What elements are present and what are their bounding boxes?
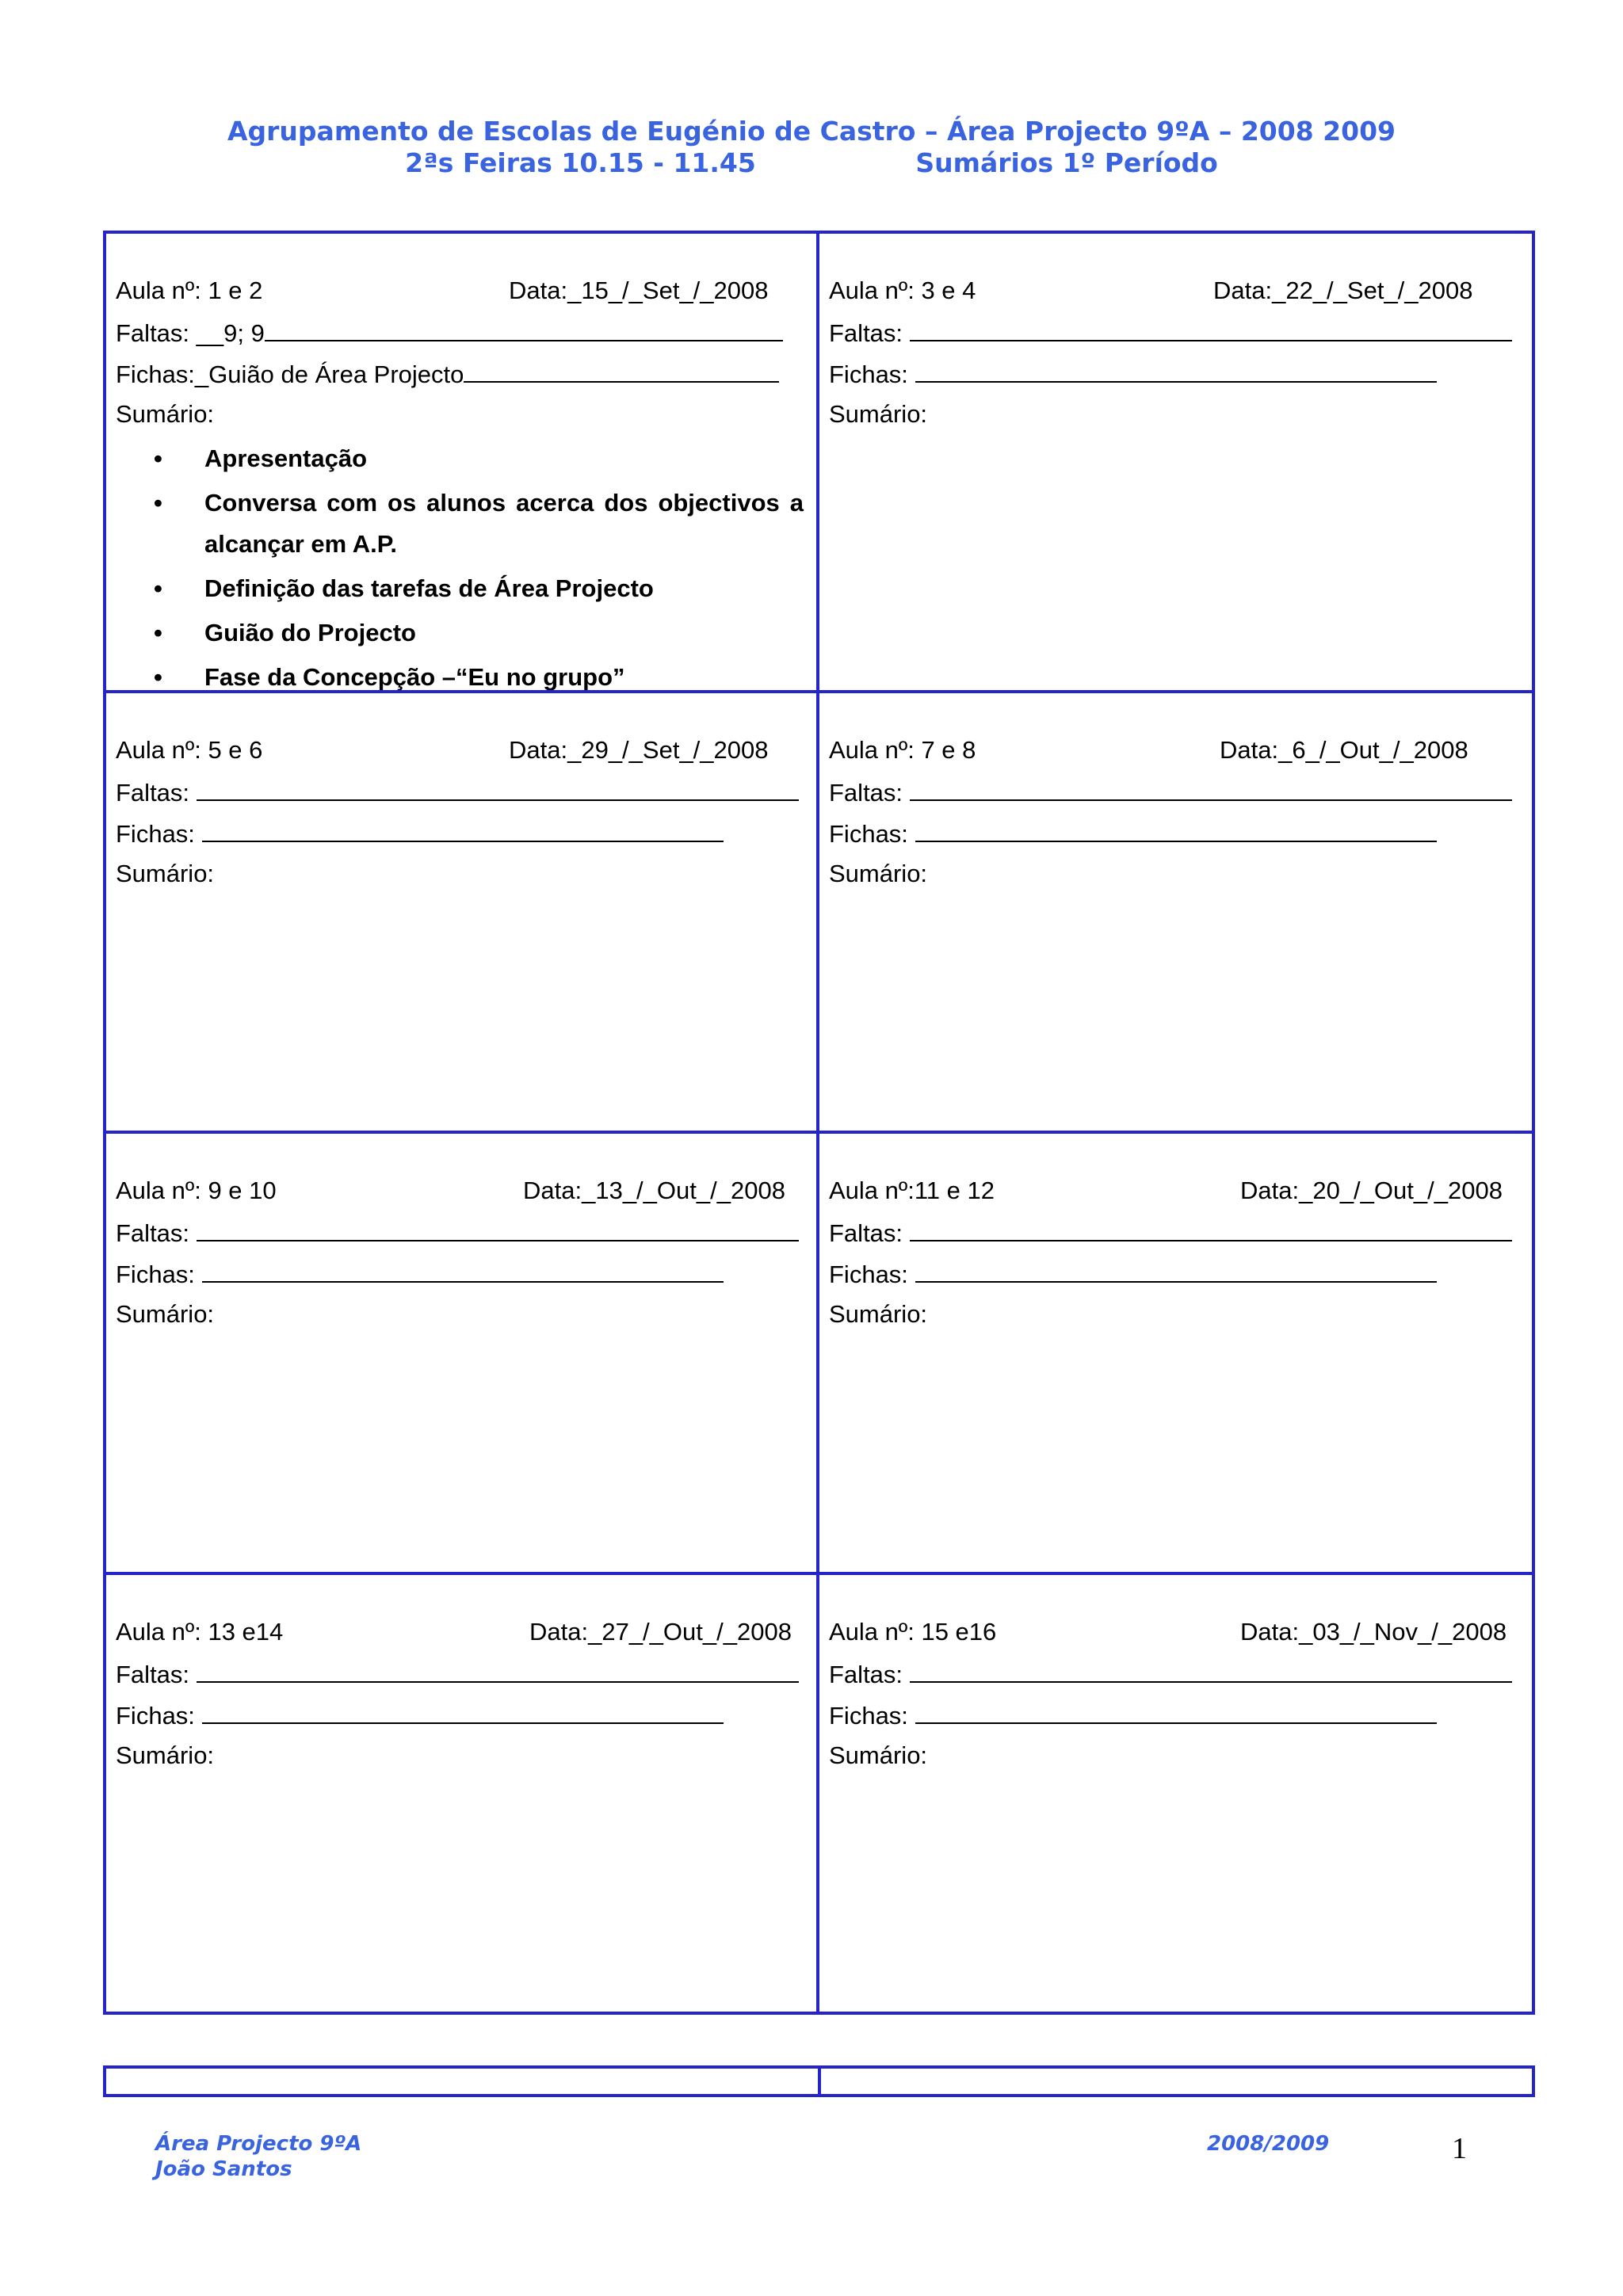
worksheets-line: Fichas: [829, 359, 1437, 389]
worksheets-line: Fichas:_Guião de Área Projecto [116, 359, 779, 389]
period-text: Sumários 1º Período [915, 147, 1218, 178]
document-subtitle [0, 147, 1623, 179]
summary-label: Sumário: [116, 1300, 215, 1328]
absences-line: Faltas: [829, 1659, 1512, 1689]
lesson-cell-6 [819, 1134, 1532, 1575]
summary-label: Sumário: [116, 1741, 215, 1769]
bullet-item: • Guião do Projecto [154, 612, 804, 654]
lesson-cell-5 [106, 1134, 819, 1575]
lesson-number: Aula nº: 13 e14 [116, 1618, 284, 1646]
summary-label: Sumário: [829, 400, 928, 428]
lesson-date: Data:_03_/_Nov_/_2008 [1240, 1618, 1507, 1646]
absences-line: Faltas: __9; 9 [116, 318, 783, 348]
absences-line: Faltas: [116, 1659, 799, 1689]
summary-table [103, 231, 1535, 2015]
absences-line: Faltas: [829, 1218, 1512, 1248]
absences-line: Faltas: [829, 777, 1512, 807]
lesson-number: Aula nº: 15 e16 [829, 1618, 997, 1646]
footer-table-strip [103, 2065, 1535, 2097]
lesson-number: Aula nº: 3 e 4 [829, 277, 976, 304]
lesson-number: Aula nº: 7 e 8 [829, 736, 976, 764]
worksheets-line: Fichas: [116, 818, 724, 849]
lesson-date: Data:_29_/_Set_/_2008 [509, 736, 769, 764]
bullet-item: • Apresentação [154, 438, 804, 479]
footer-course: Área Projecto 9ºA [155, 2132, 362, 2156]
worksheets-line: Fichas: [829, 1259, 1437, 1289]
footer-year: 2008/2009 [1207, 2132, 1330, 2156]
absences-line: Faltas: [116, 777, 799, 807]
bullet-item: • Fase da Concepção –“Eu no grupo” [154, 657, 804, 693]
lesson-cell-3 [106, 693, 819, 1134]
summary-bullets [154, 438, 804, 693]
lesson-date: Data:_27_/_Out_/_2008 [529, 1618, 792, 1646]
footer-author: João Santos [155, 2157, 292, 2181]
worksheets-line: Fichas: [829, 818, 1437, 849]
lesson-date: Data:_22_/_Set_/_2008 [1213, 277, 1473, 304]
lesson-cell-1 [106, 234, 819, 693]
document-title: Agrupamento de Escolas de Eugénio de Castro – Área Projecto 9ºA – 2008 2009 [227, 116, 1396, 147]
lesson-number: Aula nº:11 e 12 [829, 1177, 995, 1204]
summary-label: Sumário: [116, 860, 215, 887]
lesson-cell-4 [819, 693, 1532, 1134]
worksheets-line: Fichas: [829, 1700, 1437, 1730]
lesson-number: Aula nº: 9 e 10 [116, 1177, 277, 1204]
lesson-number: Aula nº: 5 e 6 [116, 736, 263, 764]
lesson-cell-2 [819, 234, 1532, 693]
lesson-number: Aula nº: 1 e 2 [116, 277, 263, 304]
worksheets-line: Fichas: [116, 1259, 724, 1289]
lesson-date: Data:_13_/_Out_/_2008 [523, 1177, 785, 1204]
bullet-item: • Definição das tarefas de Área Projecto [154, 568, 804, 609]
page-number: 1 [1452, 2132, 1467, 2165]
summary-label: Sumário: [829, 860, 928, 887]
summary-label: Sumário: [116, 400, 215, 428]
schedule-text: 2ªs Feiras 10.15 - 11.45 [405, 147, 756, 178]
summary-label: Sumário: [829, 1300, 928, 1328]
absences-line: Faltas: [829, 318, 1512, 348]
lesson-date: Data:_20_/_Out_/_2008 [1240, 1177, 1503, 1204]
lesson-cell-8 [819, 1575, 1532, 2012]
lesson-cell-7 [106, 1575, 819, 2012]
absences-line: Faltas: [116, 1218, 799, 1248]
summary-label: Sumário: [829, 1741, 928, 1769]
lesson-date: Data:_15_/_Set_/_2008 [509, 277, 769, 304]
lesson-date: Data:_6_/_Out_/_2008 [1220, 736, 1468, 764]
worksheets-line: Fichas: [116, 1700, 724, 1730]
bullet-item: • Conversa com os alunos acerca dos objectivos a alcançar em A.P. [154, 482, 804, 565]
